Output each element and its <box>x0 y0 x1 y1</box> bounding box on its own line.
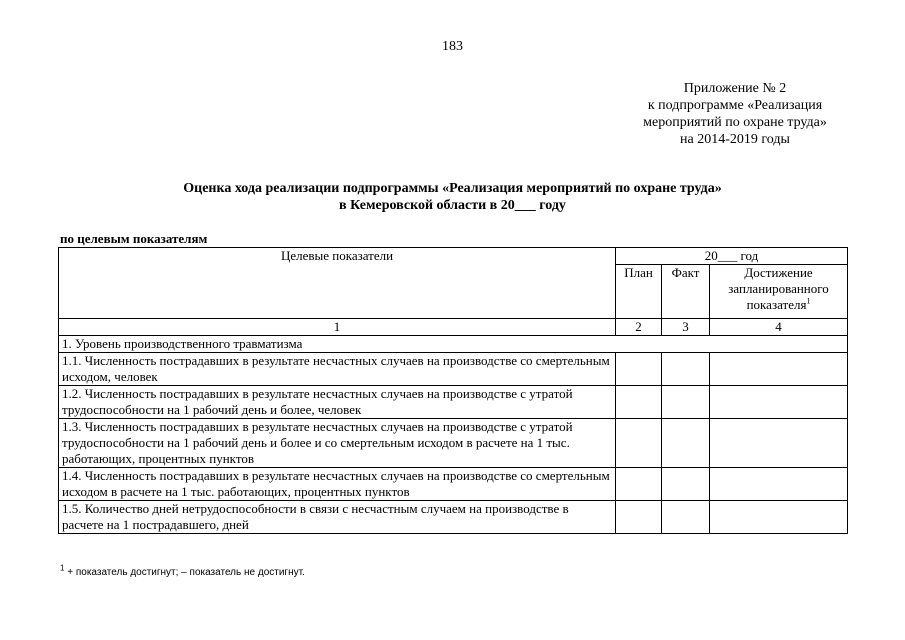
plan-cell[interactable] <box>616 386 662 419</box>
header-achievement <box>710 265 848 319</box>
indicators-table <box>58 247 848 534</box>
fact-cell[interactable] <box>662 386 710 419</box>
appendix-line: Приложение № 2 <box>683 81 787 96</box>
table-row <box>59 419 848 468</box>
indicator-label: 1. Уровень производственного травматизма <box>59 336 848 353</box>
document-title <box>0 180 905 214</box>
fact-cell[interactable] <box>662 353 710 386</box>
achievement-cell[interactable] <box>710 468 848 501</box>
table-row <box>59 386 848 419</box>
fact-cell[interactable] <box>662 419 710 468</box>
column-number: 3 <box>662 319 710 336</box>
fact-cell[interactable] <box>662 501 710 534</box>
column-number: 4 <box>710 319 848 336</box>
header-achievement-text: Достижение запланированного показателя <box>728 265 829 312</box>
footnote-number: 1 <box>60 563 65 573</box>
table-row <box>59 501 848 534</box>
footnote <box>60 563 305 580</box>
header-row-1 <box>59 248 848 265</box>
column-number: 1 <box>59 319 616 336</box>
plan-cell[interactable] <box>616 419 662 468</box>
header-year: 20___ год <box>616 248 848 265</box>
appendix-line: мероприятий по охране труда» <box>643 115 827 130</box>
header-plan: План <box>616 265 662 319</box>
table-row <box>59 336 848 353</box>
column-number: 2 <box>616 319 662 336</box>
fact-cell[interactable] <box>662 468 710 501</box>
column-number-row <box>59 319 848 336</box>
footnote-text: + показатель достигнут; – показатель не достигнут. <box>64 567 305 578</box>
plan-cell[interactable] <box>616 468 662 501</box>
document-title-line1: Оценка хода реализации подпрограммы «Реализация мероприятий по охране труда» <box>183 181 722 196</box>
appendix-note <box>600 80 870 148</box>
indicator-label: 1.1. Численность пострадавших в результате несчастных случаев на производстве со смертельным исходом, человек <box>59 353 616 386</box>
achievement-cell[interactable] <box>710 386 848 419</box>
achievement-cell[interactable] <box>710 353 848 386</box>
achievement-cell[interactable] <box>710 501 848 534</box>
achievement-cell[interactable] <box>710 419 848 468</box>
indicator-label: 1.3. Численность пострадавших в результате несчастных случаев на производстве с утратой трудоспособности на 1 рабочий день и более и со смертельным исходом в расчете на 1 тыс. работающих, процентных пунктов <box>59 419 616 468</box>
page-number: 183 <box>442 39 463 54</box>
indicator-label: 1.5. Количество дней нетрудоспособности в связи с несчастным случаем на производстве в расчете на 1 пострадавшего, дней <box>59 501 616 534</box>
plan-cell[interactable] <box>616 501 662 534</box>
indicator-label: 1.4. Численность пострадавших в результате несчастных случаев на производстве со смертельным исходом в расчете на 1 тыс. работающих, процентных пунктов <box>59 468 616 501</box>
section-label: по целевым показателям <box>60 231 208 246</box>
header-indicators: Целевые показатели <box>59 248 616 319</box>
document-title-line2: в Кемеровской области в 20___ году <box>339 198 566 213</box>
appendix-line: на 2014-2019 годы <box>680 132 790 147</box>
footnote-marker: 1 <box>806 296 811 306</box>
appendix-line: к подпрограмме «Реализация <box>647 98 823 113</box>
indicator-label: 1.2. Численность пострадавших в результате несчастных случаев на производстве с утратой трудоспособности на 1 рабочий день и более, человек <box>59 386 616 419</box>
table-row <box>59 353 848 386</box>
table-row <box>59 468 848 501</box>
plan-cell[interactable] <box>616 353 662 386</box>
header-fact: Факт <box>662 265 710 319</box>
